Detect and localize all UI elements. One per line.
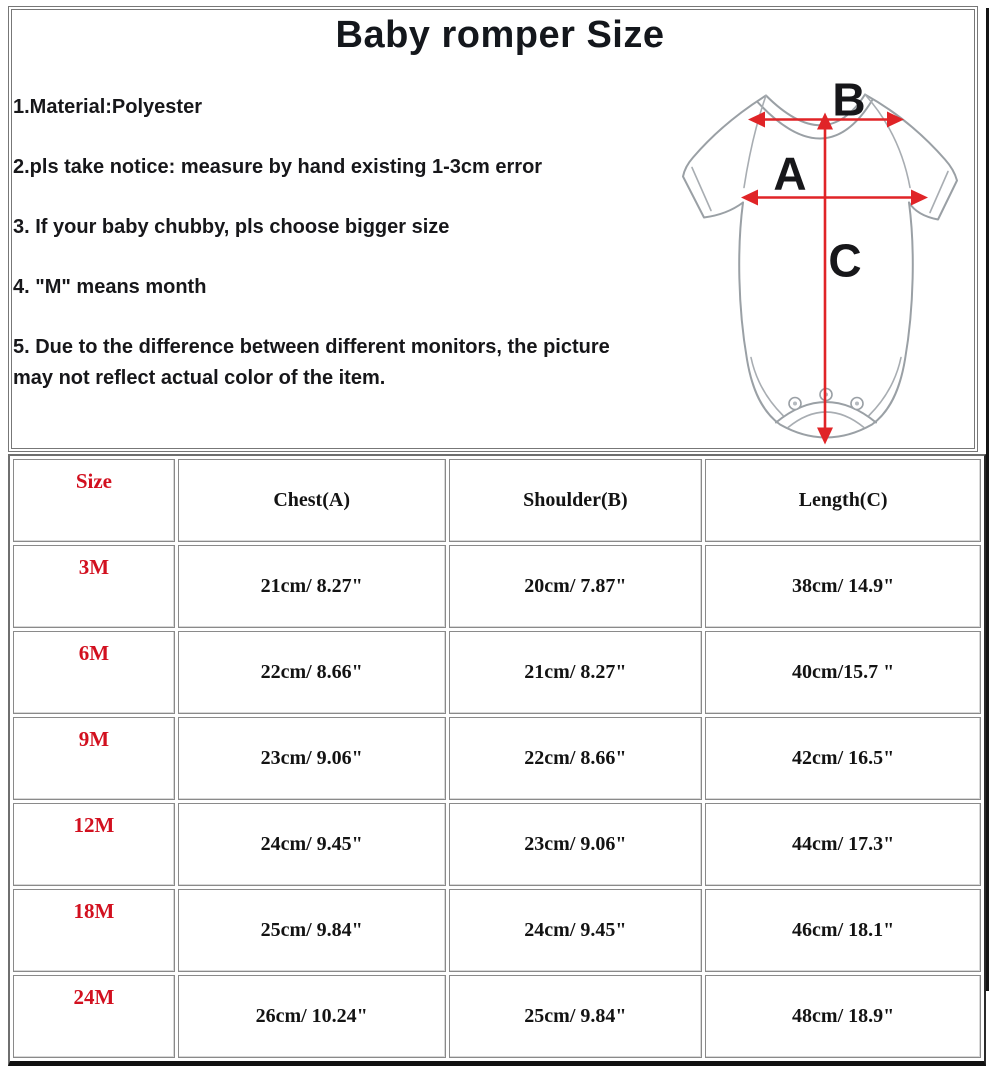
length-value: 46cm/ 18.1" xyxy=(705,889,981,972)
left-leg-hem xyxy=(751,358,783,416)
length-arrow-head-top xyxy=(817,113,833,130)
chest-arrow-head-right xyxy=(911,190,928,206)
header-shoulder: Shoulder(B) xyxy=(449,459,703,542)
chest-value: 26cm/ 10.24" xyxy=(178,975,446,1058)
shoulder-value: 21cm/ 8.27" xyxy=(449,631,703,714)
shoulder-value: 23cm/ 9.06" xyxy=(449,803,703,886)
table-row-12m xyxy=(13,803,981,886)
size-label: 12M xyxy=(13,803,175,886)
table-row-18m xyxy=(13,889,981,972)
note-monitor-color: 5. Due to the difference between different monitors, the picture may not reflect actual color of the item. xyxy=(13,336,610,389)
size-table xyxy=(8,454,986,1066)
romper-measurement-diagram xyxy=(648,66,980,454)
page-title: Baby romper Size xyxy=(335,14,665,56)
length-value: 38cm/ 14.9" xyxy=(705,545,981,628)
header-size: Size xyxy=(13,459,175,542)
size-label: 3M xyxy=(13,545,175,628)
shoulder-value: 20cm/ 7.87" xyxy=(449,545,703,628)
header-chest: Chest(A) xyxy=(178,459,446,542)
table-row-24m xyxy=(13,975,981,1058)
length-dimension-letter: C xyxy=(828,234,862,287)
header-length: Length(C) xyxy=(705,459,981,542)
chest-value: 25cm/ 9.84" xyxy=(178,889,446,972)
length-value: 40cm/15.7 " xyxy=(705,631,981,714)
length-value: 48cm/ 18.9" xyxy=(705,975,981,1058)
left-sleeve-cuff-line xyxy=(692,168,711,211)
chest-value: 22cm/ 8.66" xyxy=(178,631,446,714)
shoulder-value: 22cm/ 8.66" xyxy=(449,717,703,800)
chest-value: 21cm/ 8.27" xyxy=(178,545,446,628)
note-measure-error: 2.pls take notice: measure by hand existing 1-3cm error xyxy=(13,156,543,178)
shoulder-dimension-letter: B xyxy=(832,73,866,126)
left-shoulder-flap-seam xyxy=(744,96,766,188)
chest-dimension-letter: A xyxy=(773,147,807,200)
right-edge-line xyxy=(986,8,989,991)
table-row-3m xyxy=(13,545,981,628)
table-header-row xyxy=(13,459,981,542)
table-row-9m xyxy=(13,717,981,800)
chest-value: 23cm/ 9.06" xyxy=(178,717,446,800)
size-label: 6M xyxy=(13,631,175,714)
note-chubby-size: 3. If your baby chubby, pls choose bigger size xyxy=(13,216,450,238)
chest-value: 24cm/ 9.45" xyxy=(178,803,446,886)
right-leg-hem xyxy=(869,358,901,416)
length-value: 44cm/ 17.3" xyxy=(705,803,981,886)
note-material: 1.Material:Polyester xyxy=(13,96,202,118)
size-label: 9M xyxy=(13,717,175,800)
snap-button-right-dot xyxy=(855,402,859,406)
size-label: 18M xyxy=(13,889,175,972)
romper-diagram-svg xyxy=(648,66,980,454)
shoulder-value: 24cm/ 9.45" xyxy=(449,889,703,972)
size-label: 24M xyxy=(13,975,175,1058)
snap-button-left-dot xyxy=(793,402,797,406)
table-row-6m xyxy=(13,631,981,714)
note-month-meaning: 4. "M" means month xyxy=(13,276,207,298)
length-arrow-head-bottom xyxy=(817,428,833,445)
shoulder-value: 25cm/ 9.84" xyxy=(449,975,703,1058)
length-value: 42cm/ 16.5" xyxy=(705,717,981,800)
